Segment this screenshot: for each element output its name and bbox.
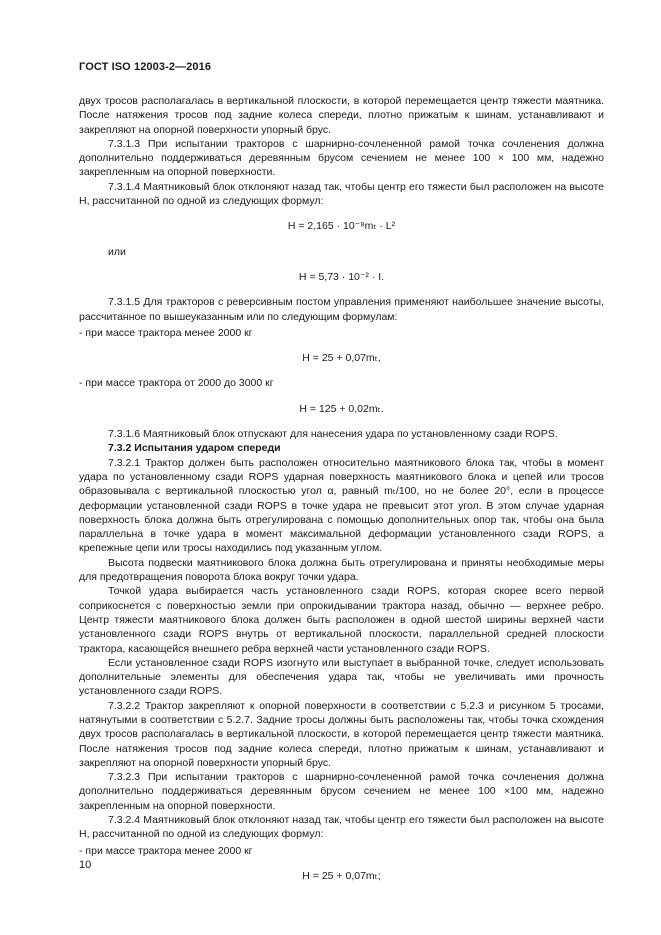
body-paragraph: 7.3.2.3 При испытании тракторов с шарнирно-сочлененной рамой точка сочленения должна дополнительно поддерживаться деревянным брусом сечением не менее 100 ×100 мм, надежно закрепленным на опорной поверхности. bbox=[79, 771, 604, 812]
body-paragraph: 7.3.2.1 Трактор должен быть расположен относительно маятникового блока так, чтобы в момент удара по установленному сзади ROPS ударная поверхность маятникового блока и цепей или тросов образовывала с вертикальной плоскостью угол α, равный mₜ/100, но не более 20°, если в процессе деформации установленной сзади ROPS в точке удара не превысит этот угол. В этом случае ударная поверхность блока должна быть отрегулирована с помощью дополнительных опор так, чтобы она была параллельна в точке удара в момент максимальной деформации установленного сзади ROPS, а крепежные цепи или тросы находились под указанным углом. bbox=[79, 456, 604, 555]
document-body bbox=[79, 94, 604, 894]
list-label: - при массе трактора менее 2000 кг bbox=[79, 326, 253, 339]
body-paragraph: 7.3.1.5 Для тракторов с реверсивным постом управления применяют наибольшее значение высоты, рассчитанное по вышеуказанным или по следующим формулам: bbox=[79, 296, 604, 323]
document-header: ГОСТ ISO 12003-2—2016 bbox=[79, 61, 212, 73]
body-paragraph: 7.3.2.2 Трактор закрепляют к опорной поверхности в соответствии с 5.2.3 и рисунком 5 тросами, натянутыми в соответствии с 5.2.7. Задние тросы должны быть расположены так, чтобы точка схождения двух тросов располагалась в вертикальной плоскости, в которой перемещается центр тяжести маятника. После натяжения тросов под задние колеса спереди, плотно прижатым к шинам, устанавливают и закрепляют на опорной поверхности упорный брус. bbox=[79, 699, 604, 769]
section-heading: 7.3.2 Испытания ударом спереди bbox=[108, 442, 281, 455]
formula: H = 125 + 0,02mₜ. bbox=[299, 402, 384, 415]
body-paragraph: Точкой удара выбирается часть установленного сзади ROPS, которая скорее всего первой соприкоснется с поверхностью земли при опрокидывании трактора назад, обычно — верхнее ребро. Центр тяжести маятникового блока должен быть расположен в одной шестой ширины верхней части установленного сзади ROPS внутрь от вертикальной плоскости, параллельной средней плоскости трактора, касающейся внешнего ребра верхней части установленного сзади ROPS. bbox=[79, 585, 604, 655]
body-paragraph: 7.3.1.4 Маятниковый блок отклоняют назад так, чтобы центр его тяжести был расположен на высоте H, рассчитанной по одной из следующих формул: bbox=[79, 180, 604, 208]
list-label: - при массе трактора менее 2000 кг bbox=[79, 844, 253, 857]
body-paragraph: Если установленное сзади ROPS изогнуто или выступает в выбранной точке, следует использовать дополнительные элементы для обеспечения удара так, чтобы не увеличивать ими прочность установленного сзади ROPS. bbox=[79, 656, 604, 698]
formula: H = 25 + 0,07mₜ, bbox=[302, 352, 381, 365]
body-paragraph: двух тросов располагалась в вертикальной плоскости, в которой перемещается центр тяжести маятника. После натяжения тросов под задние колеса спереди, плотно прижатым к шинам, устанавливают и закрепляют на опорной поверхности упорный брус. bbox=[79, 95, 604, 136]
body-paragraph: 7.3.2.4 Маятниковый блок отклоняют назад так, чтобы центр его тяжести был расположен на высоте H, рассчитанной по одной из следующих формул: bbox=[79, 814, 604, 841]
body-paragraph: Высота подвески маятникового блока должна быть отрегулирована и приняты необходимые меры для предотвращения поворота блока вокруг точки удара. bbox=[79, 556, 604, 584]
formula: H = 2,165 · 10⁻⁸mₜ · L² bbox=[287, 220, 396, 233]
body-paragraph: 7.3.1.6 Маятниковый блок отпускают для нанесения удара по установленному сзади ROPS. bbox=[108, 428, 558, 441]
formula: H = 5,73 · 10⁻² · I. bbox=[298, 270, 385, 283]
formula: H = 25 + 0,07mₜ; bbox=[302, 869, 381, 882]
body-paragraph: 7.3.1.3 При испытании тракторов с шарнирно-сочлененной рамой точка сочленения должна дополнительно поддерживаться деревянным брусом сечением не менее 100 × 100 мм, надежно закрепленным на опорной поверхности. bbox=[79, 137, 604, 179]
page-number: 10 bbox=[79, 859, 92, 871]
list-label: или bbox=[108, 245, 126, 258]
list-label: - при массе трактора от 2000 до 3000 кг bbox=[79, 377, 274, 390]
